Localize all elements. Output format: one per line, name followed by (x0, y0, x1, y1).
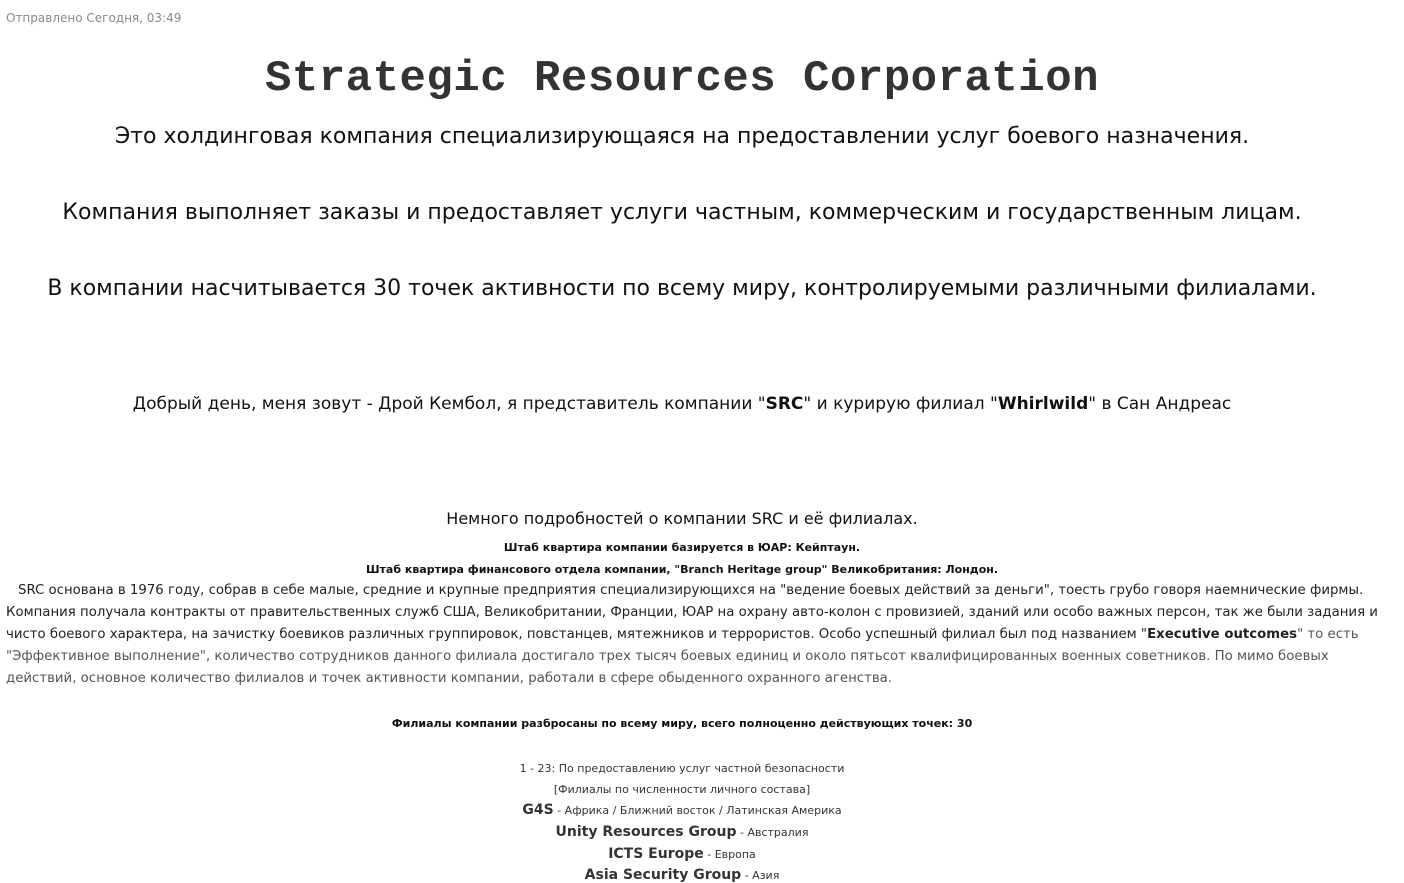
branch-item (0, 802, 1364, 818)
branch-name: Unity Resources Group (555, 824, 737, 840)
lead-paragraph-1: Это холдинговая компания специализирующаяся на предоставлении услуг боевого назначения. (114, 124, 1250, 149)
history-text-1: SRC основана в 1976 году, собрав в себе малые, средние и крупные предприятия специализирующихся на "ведение боевых действий за деньги", тоесть грубо говоря наемнические фирмы. Компания получала контракты от правительственных служб США, Великобритании, Франции, ЮАР на охрану авто-колон с провизией, зданий или особо важных персон, так же были задания и чисто боевого характера, на зачистку боевиков различных группировок, повстанцев, мятежников и террористов. Особо успешный филиал был под названием " (6, 583, 1378, 642)
lead-paragraph-2: Компания выполняет заказы и предоставляет услуги частным, коммерческим и государственным лицам. (62, 200, 1302, 225)
hq-finance-line: Штаб квартира финансового отдела компании, "Branch Heritage group" Великобритания: Лондон. (365, 563, 999, 576)
lead-paragraph-3: В компании насчитывается 30 точек активности по всему миру, контролируемыми различными филиалами. (47, 276, 1317, 301)
greeting-text-2: " и курирую филиал " (803, 394, 998, 414)
details-heading: Немного подробностей о компании SRC и её филиалах. (446, 509, 918, 528)
branches-total: Филиалы компании разбросаны по всему миру, всего полноценно действующих точек: 30 (391, 717, 973, 730)
branch-name: G4S (522, 802, 554, 818)
hq-main-line: Штаб квартира компании базируется в ЮАР: Кейптаун. (503, 541, 861, 554)
branch-item (0, 846, 1364, 862)
branches-range: 1 - 23: По предоставлению услуг частной безопасности (519, 762, 845, 775)
company-history-paragraph (6, 580, 1386, 690)
branches-staff-note: [Филиалы по численности личного состава] (553, 783, 811, 796)
branch-region: - Африка / Ближний восток / Латинская Америка (553, 804, 842, 817)
greeting-text-3: " в Сан Андреас (1088, 394, 1232, 414)
history-highlight: Executive outcomes (1147, 627, 1298, 642)
branch-region: - Европа (703, 848, 756, 861)
branch-name: Asia Security Group (584, 867, 742, 883)
branch-region: - Азия (741, 869, 780, 882)
post-timestamp: Отправлено Сегодня, 03:49 (6, 11, 182, 25)
greeting-company: SRC (765, 394, 804, 414)
branch-item (0, 824, 1364, 840)
greeting-branch: Whirlwild (997, 394, 1089, 414)
branch-region: - Австралия (736, 826, 809, 839)
history-text-2: " то есть "Эффективное выполнение", количество сотрудников данного филиала достигало трех тысяч боевых единиц и около пятьсот квалифицированных военных советников. По мимо боевых действий, основное количество филиалов и точек активности компании, работали в сфере обыденного охранного агенства. (6, 627, 1359, 686)
greeting-line (0, 394, 1364, 414)
branch-name: ICTS Europe (608, 846, 704, 862)
greeting-text-1: Добрый день, меня зовут - Дрой Кембол, я представитель компании " (132, 394, 766, 414)
page-title: Strategic Resources Corporation (264, 54, 1100, 104)
